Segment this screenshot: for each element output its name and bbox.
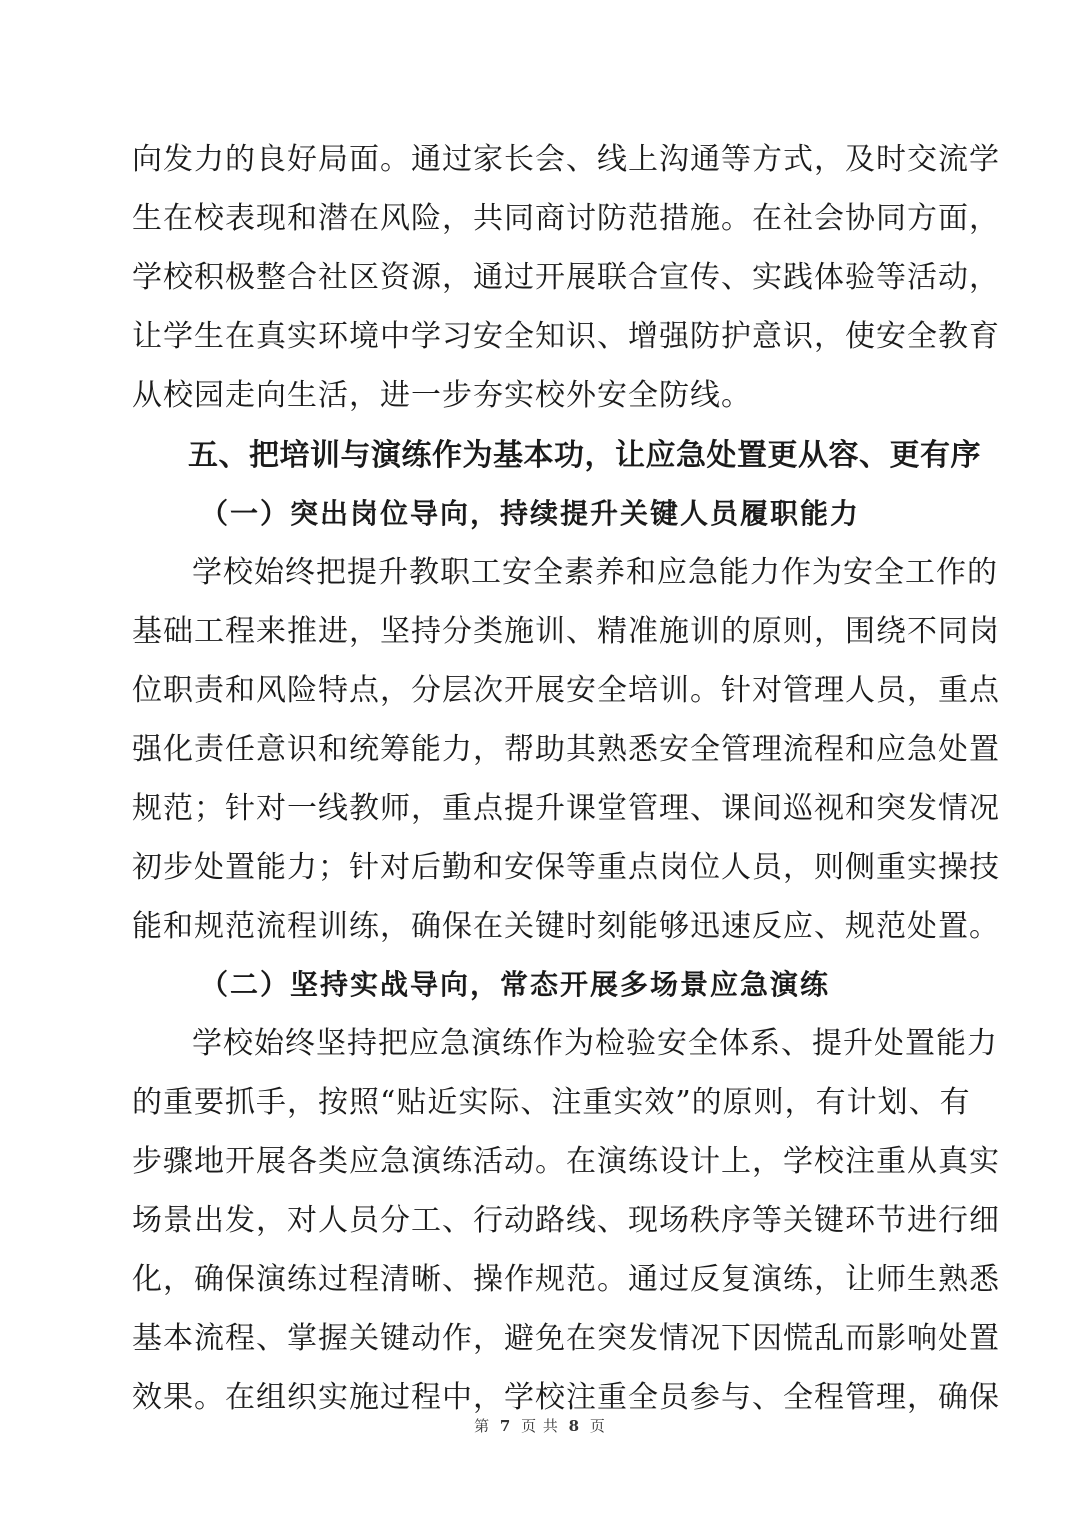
total-pages-number: 8: [568, 1417, 581, 1435]
footer-middle: 页 共: [521, 1417, 559, 1435]
page-content: [132, 130, 1000, 1427]
text-line: 的重要抓手，按照“贴近实际、注重实效”的原则，有计划、有: [132, 1085, 971, 1120]
text-line: 位职责和风险特点，分层次开展安全培训。针对管理人员，重点: [132, 673, 1000, 708]
subsection-heading: （二）坚持实战导向，常态开展多场景应急演练: [200, 968, 831, 1001]
footer-suffix: 页: [589, 1417, 606, 1435]
text-line: 从校园走向生活，进一步夯实校外安全防线。: [132, 378, 752, 413]
footer-prefix: 第: [474, 1417, 491, 1435]
text-line: 生在校表现和潜在风险，共同商讨防范措施。在社会协同方面，: [132, 201, 1000, 236]
subsection-heading: （一）突出岗位导向，持续提升关键人员履职能力: [200, 497, 861, 530]
text-line: 学校始终坚持把应急演练作为检验安全体系、提升处置能力: [192, 1026, 998, 1061]
text-line: 初步处置能力；针对后勤和安保等重点岗位人员，则侧重实操技: [132, 850, 1000, 885]
text-line: 基础工程来推进，坚持分类施训、精准施训的原则，围绕不同岗: [132, 614, 1000, 649]
text-line: 效果。在组织实施过程中，学校注重全员参与、全程管理，确保: [132, 1380, 1000, 1415]
text-line: 让学生在真实环境中学习安全知识、增强防护意识，使安全教育: [132, 319, 1000, 354]
paragraph-top: [132, 130, 1000, 425]
section-heading: 五、把培训与演练作为基本功，让应急处置更从容、更有序: [188, 438, 981, 473]
page-footer: [0, 1415, 1080, 1436]
text-line: 学校始终把提升教职工安全素养和应急能力作为安全工作的: [192, 555, 998, 590]
text-line: 场景出发，对人员分工、行动路线、现场秩序等关键环节进行细: [132, 1203, 1000, 1238]
text-line: 学校积极整合社区资源，通过开展联合宣传、实践体验等活动，: [132, 260, 1000, 295]
text-line: 强化责任意识和统筹能力，帮助其熟悉安全管理流程和应急处置: [132, 732, 1000, 767]
paragraph-training: [132, 543, 1000, 956]
text-line: 向发力的良好局面。通过家长会、线上沟通等方式，及时交流学: [132, 142, 1000, 177]
text-line: 步骤地开展各类应急演练活动。在演练设计上，学校注重从真实: [132, 1144, 1000, 1179]
text-line: 规范；针对一线教师，重点提升课堂管理、课间巡视和突发情况: [132, 791, 1000, 826]
text-line: 基本流程、掌握关键动作，避免在突发情况下因慌乱而影响处置: [132, 1321, 1000, 1356]
text-line: 能和规范流程训练，确保在关键时刻能够迅速反应、规范处置。: [132, 909, 1000, 944]
paragraph-drills: [132, 1014, 1000, 1427]
text-line: 化，确保演练过程清晰、操作规范。通过反复演练，让师生熟悉: [132, 1262, 1000, 1297]
current-page-number: 7: [499, 1417, 512, 1435]
